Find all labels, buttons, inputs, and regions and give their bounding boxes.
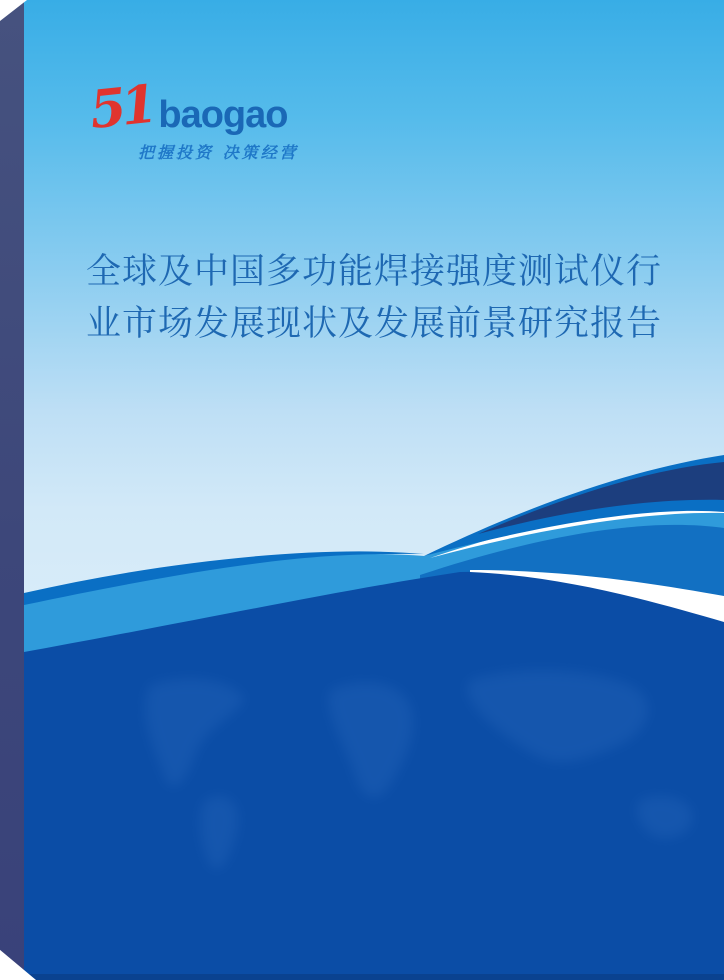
wave-white-sliver <box>430 500 724 558</box>
logo <box>86 73 299 163</box>
bottom-edge-strip <box>24 974 724 980</box>
wave-upper-body <box>424 455 724 556</box>
logo-row <box>86 73 299 142</box>
report-title-line2: 业市场发展现状及发展前景研究报告 <box>85 304 662 344</box>
logo-wordmark: baogao <box>158 94 288 136</box>
report-title <box>24 246 724 350</box>
logo-tagline: 把握投资 决策经营 <box>138 143 299 162</box>
wave-left-sliver <box>24 551 424 607</box>
wave-light-band <box>24 503 724 980</box>
logo-51-mark: 51 <box>86 73 156 142</box>
wave-navy-crest <box>478 462 724 534</box>
world-map-watermark <box>145 670 693 869</box>
wave-deep-mass <box>24 572 724 980</box>
report-title-line1: 全球及中国多功能焊接强度测试仪行 <box>85 252 662 292</box>
wave-white-streak <box>470 570 724 622</box>
wave-medium-band <box>420 525 724 980</box>
book-spine <box>0 0 24 980</box>
